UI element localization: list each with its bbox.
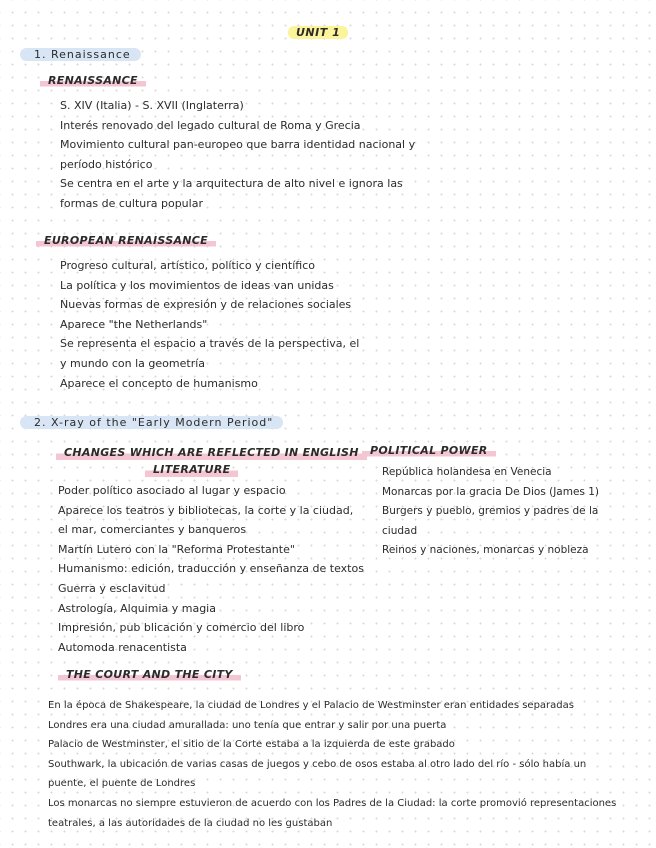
political-power-heading: POLITICAL POWER bbox=[362, 444, 496, 457]
note-line: Aparece los teatros y bibliotecas, la corte y la ciudad, bbox=[58, 503, 354, 517]
changes-notes bbox=[58, 481, 364, 657]
note-line: Palacio de Westminster, el sitio de la Corte estaba a la izquierda de este grabado bbox=[48, 739, 455, 751]
note-line: Londres era una ciudad amurallada: uno tenía que entrar y salir por una puerta bbox=[48, 719, 447, 731]
note-line: Burgers y pueblo, gremios y padres de la bbox=[382, 505, 599, 518]
note-line: teatrales, a las autoridades de la ciudad no les gustaban bbox=[48, 817, 333, 829]
note-line: Aparece "the Netherlands" bbox=[60, 317, 208, 331]
note-line: Progreso cultural, artístico, político y científico bbox=[60, 259, 316, 272]
court-city-heading: THE COURT AND THE CITY bbox=[58, 668, 241, 681]
note-line: Martín Lutero con la "Reforma Protestante" bbox=[58, 542, 295, 556]
note-line: Se representa el espacio a través de la perspectiva, el bbox=[60, 337, 360, 351]
changes-heading-line-1: CHANGES WHICH ARE REFLECTED IN ENGLISH bbox=[56, 444, 367, 461]
note-line: ciudad bbox=[382, 524, 418, 537]
european-renaissance-notes bbox=[60, 256, 359, 393]
note-line: Los monarcas no siempre estuvieron de acuerdo con los Padres de la Ciudad: la corte promovió representaciones bbox=[48, 797, 617, 809]
section-2-label: 2. X-ray of the "Early Modern Period" bbox=[20, 416, 283, 429]
note-line: Interés renovado del legado cultural de Roma y Grecia bbox=[60, 118, 361, 132]
political-power-notes bbox=[382, 463, 599, 561]
note-line: Impresión, pub blicación y comercio del libro bbox=[58, 621, 305, 635]
note-line: período histórico bbox=[60, 157, 153, 171]
changes-heading-line-2: LITERATURE bbox=[145, 461, 238, 478]
note-line: Movimiento cultural pan-europeo que barra identidad nacional y bbox=[60, 138, 416, 152]
note-line: En la época de Shakespeare, la ciudad de Londres y el Palacio de Westminster eran entidades separadas bbox=[48, 700, 574, 711]
note-line: Se centra en el arte y la arquitectura de alto nivel e ignora las bbox=[60, 177, 403, 191]
note-line: Monarcas por la gracia De Dios (James 1) bbox=[382, 485, 600, 498]
note-line: Southwark, la ubicación de varias casas de juegos y cebo de osos estaba al otro lado del río - sólo había un bbox=[48, 758, 587, 770]
unit-title: UNIT 1 bbox=[288, 26, 348, 39]
note-line: Poder político asociado al lugar y espacio bbox=[58, 484, 286, 497]
note-line: La política y los movimientos de ideas van unidas bbox=[60, 278, 334, 292]
renaissance-notes bbox=[60, 96, 415, 214]
note-line: formas de cultura popular bbox=[60, 196, 203, 210]
note-line: el mar, comerciantes y banqueros bbox=[58, 523, 247, 537]
note-line: Nuevas formas de expresión y de relaciones sociales bbox=[60, 298, 352, 312]
note-line: Reinos y naciones, monarcas y nobleza bbox=[382, 544, 589, 557]
section-1-label: 1. Renaissance bbox=[20, 48, 141, 61]
court-city-notes bbox=[48, 696, 616, 833]
note-line: puente, el puente de Londres bbox=[48, 778, 196, 790]
renaissance-heading: RENAISSANCE bbox=[40, 74, 146, 87]
note-line: Automoda renacentista bbox=[58, 640, 187, 654]
note-line: Guerra y esclavitud bbox=[58, 581, 166, 595]
note-line: Aparece el concepto de humanismo bbox=[60, 376, 258, 390]
note-line: República holandesa en Venecia bbox=[382, 466, 552, 478]
note-line: Astrología, Alquimia y magia bbox=[58, 601, 216, 615]
note-line: y mundo con la geometría bbox=[60, 356, 206, 370]
note-line: S. XIV (Italia) - S. XVII (Inglaterra) bbox=[60, 99, 244, 112]
european-renaissance-heading: EUROPEAN RENAISSANCE bbox=[36, 234, 216, 247]
note-line: Humanismo: edición, traducción y enseñanza de textos bbox=[58, 562, 364, 576]
